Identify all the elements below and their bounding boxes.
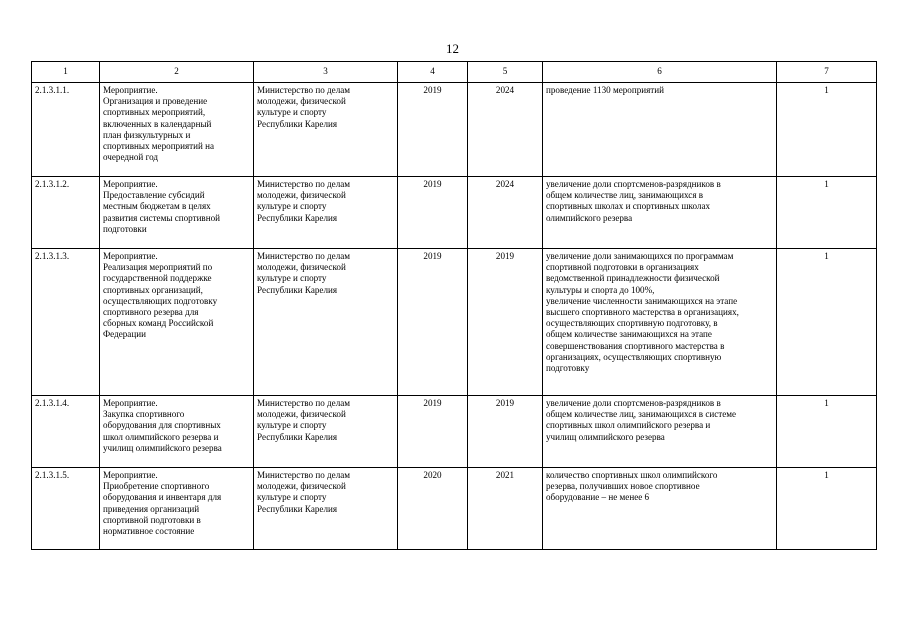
row-result: количество спортивных школ олимпийского резерва, получивших новое спортивное оборудование – не менее 6	[543, 468, 777, 550]
row-executor: Министерство по делам молодежи, физической культуре и спорту Республики Карелия	[254, 249, 398, 396]
column-header: 7	[777, 62, 877, 83]
row-code: 2.1.3.1.2.	[32, 177, 100, 249]
row-result: увеличение доли спортсменов-разрядников в общем количестве лиц, занимающихся в системе спортивных школ олимпийского резерва и училищ олимпийского резерва	[543, 396, 777, 468]
row-activity: Мероприятие. Предоставление субсидий местным бюджетам в целях развития системы спортивной подготовки	[100, 177, 254, 249]
row-end-year: 2024	[468, 83, 543, 177]
row-end-year: 2019	[468, 396, 543, 468]
column-header: 4	[398, 62, 468, 83]
row-end-year: 2019	[468, 249, 543, 396]
row-end-year: 2021	[468, 468, 543, 550]
row-start-year: 2020	[398, 468, 468, 550]
row-link: 1	[777, 468, 877, 550]
row-link: 1	[777, 177, 877, 249]
row-link: 1	[777, 249, 877, 396]
table-row	[32, 249, 877, 396]
row-activity: Мероприятие. Приобретение спортивного оборудования и инвентаря для приведения организаций спортивной подготовки в нормативное состояние	[100, 468, 254, 550]
row-executor: Министерство по делам молодежи, физической культуре и спорту Республики Карелия	[254, 177, 398, 249]
row-link: 1	[777, 396, 877, 468]
column-header: 2	[100, 62, 254, 83]
row-code: 2.1.3.1.4.	[32, 396, 100, 468]
column-header: 3	[254, 62, 398, 83]
row-executor: Министерство по делам молодежи, физической культуре и спорту Республики Карелия	[254, 396, 398, 468]
column-header: 6	[543, 62, 777, 83]
row-end-year: 2024	[468, 177, 543, 249]
table-row	[32, 468, 877, 550]
table-row	[32, 396, 877, 468]
row-start-year: 2019	[398, 249, 468, 396]
column-header: 1	[32, 62, 100, 83]
row-result: увеличение доли занимающихся по программам спортивной подготовки в организациях ведомственной принадлежности физической культуры и спорта до 100%, увеличение численности занимающихся на этапе высшего спортивного мастерства в организациях, осуществляющих спортивную подготовку, в общем количестве занимающихся на этапе совершенствования спортивного мастерства в организациях, осуществляющих спортивную подготовку	[543, 249, 777, 396]
row-activity: Мероприятие. Закупка спортивного оборудования для спортивных школ олимпийского резерва и училищ олимпийского резерва	[100, 396, 254, 468]
row-activity: Мероприятие. Реализация мероприятий по государственной поддержке спортивных организаций, осуществляющих подготовку спортивного резерва для сборных команд Российской Федерации	[100, 249, 254, 396]
row-code: 2.1.3.1.3.	[32, 249, 100, 396]
page-number: 12	[446, 41, 459, 56]
row-executor: Министерство по делам молодежи, физической культуре и спорту Республики Карелия	[254, 83, 398, 177]
row-result: увеличение доли спортсменов-разрядников в общем количестве лиц, занимающихся в спортивных школах и спортивных школах олимпийского резерва	[543, 177, 777, 249]
table-row	[32, 83, 877, 177]
column-header: 5	[468, 62, 543, 83]
row-start-year: 2019	[398, 83, 468, 177]
header-row	[32, 62, 877, 83]
row-link: 1	[777, 83, 877, 177]
row-result: проведение 1130 мероприятий	[543, 83, 777, 177]
measures-table	[31, 61, 877, 550]
row-start-year: 2019	[398, 396, 468, 468]
row-start-year: 2019	[398, 177, 468, 249]
row-code: 2.1.3.1.1.	[32, 83, 100, 177]
row-activity: Мероприятие. Организация и проведение спортивных мероприятий, включенных в календарный план физкультурных и спортивных мероприятий на очередной год	[100, 83, 254, 177]
row-executor: Министерство по делам молодежи, физической культуре и спорту Республики Карелия	[254, 468, 398, 550]
row-code: 2.1.3.1.5.	[32, 468, 100, 550]
table-row	[32, 177, 877, 249]
